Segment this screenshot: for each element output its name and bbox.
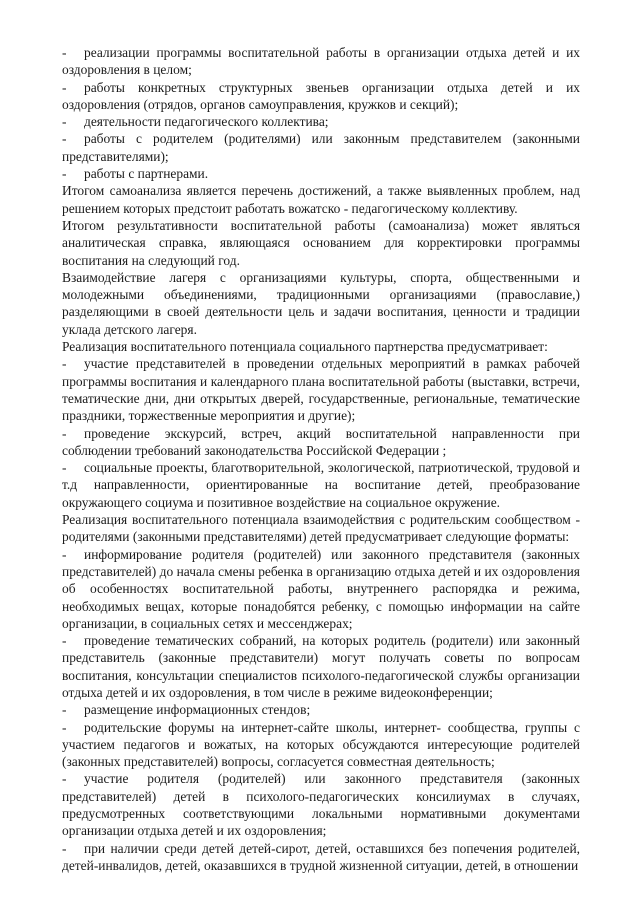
list-item [62,701,580,718]
list-item [62,44,580,79]
bullet-dash: - [62,356,67,372]
list-item-text: при наличии среди детей детей-сирот, детей, оставшихся без попечения родителей, детей-инвалидов, детей, оказавшихся в трудной жизненной ситуации, детей, в отношении [62,840,580,873]
paragraph: Реализация воспитательного потенциала социального партнерства предусматривает: [62,339,548,355]
list-item-text: информирование родителя (родителей) или законного представителя (законных представителей) до начала смены ребенка в организацию отдыха детей и их оздоровления об особенностях воспитательной работы, внутреннего распорядка и режима, необходимых вещах, которые понадобятся ребенку, с помощью информации на сайте организации, в социальных сетях и мессенджерах; [62,546,580,631]
bullet-dash: - [62,633,67,649]
list-item-text: деятельности педагогического коллектива; [84,114,329,130]
paragraph: Реализация воспитательного потенциала взаимодействия с родительским сообществом - родителями (законными представителями) детей предусматривает следующие форматы: [62,512,580,545]
paragraph: Итогом результативности воспитательной работы (самоанализа) может являться аналитическая справка, являющаяся основанием для корректировки программы воспитания на следующий год. [62,217,580,268]
list-item [62,165,580,182]
list-item-text: работы с партнерами. [84,166,209,182]
list-item [62,719,580,771]
list-item [62,546,580,632]
bullet-dash: - [62,131,67,147]
document-page [62,44,580,874]
list-item-text: проведение тематических собраний, на которых родитель (родители) или законный представитель (законные представители) могут получать советы по вопросам воспитания, консультации специалистов психолого-педагогической службы организации отдыха детей и их оздоровления, в том числе в режиме видеоконференции; [62,633,580,700]
list-item-text: реализации программы воспитательной работы в организации отдыха детей и их оздоровления в целом; [62,45,580,78]
list-item-text: участие родителя (родителей) или законного представителя (законных представителей) детей в психолого-педагогических консилиумах в случаях, предусмотренных соответствующими локальными нормативными документами организации отдыха детей и их оздоровления; [62,771,580,839]
list-item [62,770,580,839]
list-item [62,840,580,875]
list-item-text: работы конкретных структурных звеньев организации отдыха детей и их оздоровления (отрядов, органов самоуправления, кружков и секций); [62,79,580,112]
bullet-dash: - [62,45,67,60]
bullet-dash: - [62,460,67,476]
list-item-text: размещение информационных стендов; [84,702,311,718]
paragraph: Итогом самоанализа является перечень достижений, а также выявленных проблем, над решением которых предстоит работать вожатско - педагогическому коллективу. [62,183,580,216]
list-item [62,79,580,114]
list-item-text: участие представителей в проведении отдельных мероприятий в рамках рабочей программы воспитания и календарного плана воспитательной работы (выставки, встречи, тематические дни, дни открытых дверей, государственные, региональные, тематические праздники, торжественные мероприятия и другие); [62,356,580,424]
list-item [62,459,580,511]
bullet-dash: - [62,425,67,441]
list-item [62,113,580,130]
list-item-text: родительские форумы на интернет-сайте школы, интернет- сообщества, группы с участием педагогов и вожатых, на которых обсуждаются интересующие родителей (законных представителей) вопросы, согласуется совместная деятельность; [62,719,580,770]
bullet-dash: - [62,166,67,182]
bullet-dash: - [62,840,67,856]
list-item [62,130,580,165]
bullet-dash: - [62,702,67,718]
bullet-dash: - [62,719,67,735]
list-item [62,632,580,701]
bullet-dash: - [62,114,67,130]
list-item [62,425,580,460]
list-item-text: социальные проекты, благотворительной, экологической, патриотической, трудовой и т.д направленности, ориентированные на воспитание детей, преобразование окружающего социума и позитивное воздействие на социальное окружение. [62,460,580,510]
list-item-text: проведение экскурсий, встреч, акций воспитательной направленности при соблюдении требований законодательства Российской Федерации ; [62,425,580,458]
list-item-text: работы с родителем (родителями) или законным представителем (законными представителями); [62,131,580,164]
bullet-dash: - [62,79,67,95]
bullet-dash: - [62,771,67,787]
paragraph: Взаимодействие лагеря с организациями культуры, спорта, общественными и молодежными объединениями, традиционными организациями (православие,) разделяющими в своей деятельности цель и задачи воспитания, ценности и традиции уклада детского лагеря. [62,269,580,337]
list-item [62,355,580,424]
bullet-dash: - [62,546,67,562]
